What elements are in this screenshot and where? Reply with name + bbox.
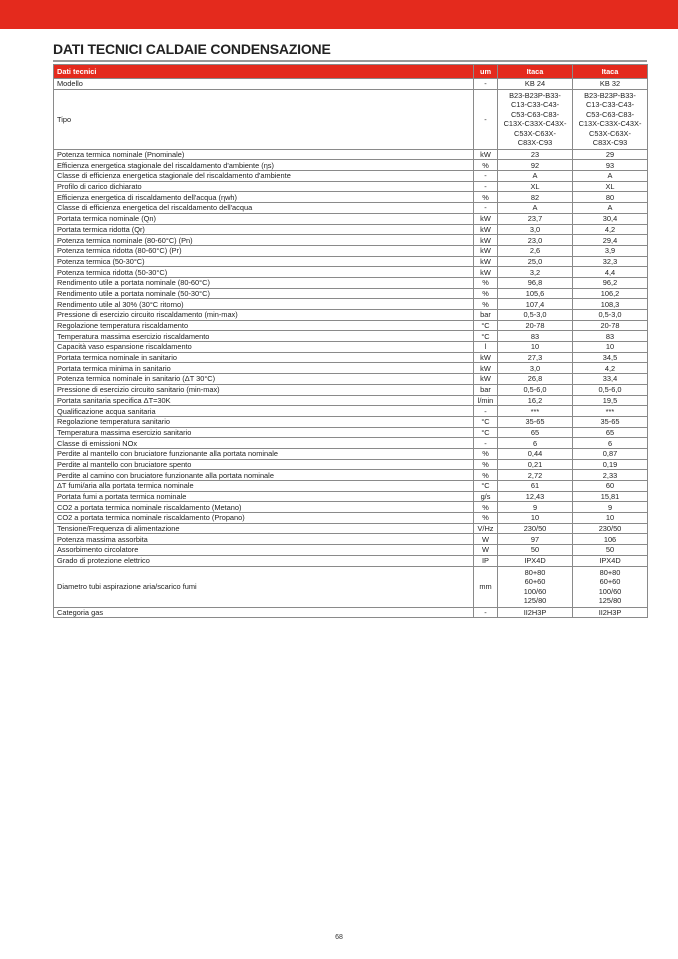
- row-label: Assorbimento circolatore: [54, 545, 474, 556]
- page-title: DATI TECNICI CALDAIE CONDENSAZIONE: [53, 41, 331, 57]
- value-line: B23-B23P-B33-: [509, 90, 561, 100]
- table-row: [54, 213, 648, 224]
- row-unit: kW: [474, 256, 498, 267]
- row-value-kb24: 9: [498, 502, 573, 513]
- value-line: 60+60: [524, 577, 546, 586]
- row-value-kb24: A: [498, 171, 573, 182]
- row-value-kb32: 2,33: [573, 470, 648, 481]
- table-row: [54, 491, 648, 502]
- value-line: 60+60: [599, 577, 621, 586]
- row-value-kb24: 35-65: [498, 416, 573, 427]
- row-label: Potenza termica (50-30°C): [54, 256, 474, 267]
- table-row: [54, 256, 648, 267]
- row-value-kb24: 10: [498, 342, 573, 353]
- row-value-kb24: 3,0: [498, 363, 573, 374]
- row-value-kb24: 92: [498, 160, 573, 171]
- table-row: [54, 395, 648, 406]
- row-value-kb24: 65: [498, 427, 573, 438]
- row-unit: kW: [474, 374, 498, 385]
- row-value-kb32: 9: [573, 502, 648, 513]
- table-row: [54, 427, 648, 438]
- row-label: Perdite al mantello con bruciatore spento: [54, 459, 474, 470]
- row-value-kb32: 0,5-3,0: [573, 310, 648, 321]
- row-unit: -: [474, 181, 498, 192]
- row-value-kb24: ***: [498, 406, 573, 417]
- value-line: C83X-C93: [592, 138, 628, 148]
- row-value-kb24: [498, 89, 573, 149]
- row-value-kb24: 6: [498, 438, 573, 449]
- table-row: [54, 502, 648, 513]
- row-value-kb32: 35-65: [573, 416, 648, 427]
- row-label: Profilo di carico dichiarato: [54, 181, 474, 192]
- row-label: Pressione di esercizio circuito riscaldamento (min-max): [54, 310, 474, 321]
- table-row: [54, 235, 648, 246]
- value-line: C13X-C33X-C43X-: [578, 119, 642, 129]
- row-unit: mm: [474, 566, 498, 607]
- row-unit: -: [474, 79, 498, 90]
- row-unit: IP: [474, 555, 498, 566]
- row-value-kb32: KB 32: [573, 79, 648, 90]
- row-unit: bar: [474, 384, 498, 395]
- table-row: [54, 79, 648, 90]
- table-row: [54, 192, 648, 203]
- row-value-kb24: 2,6: [498, 245, 573, 256]
- value-line: C83X-C93: [517, 138, 553, 148]
- row-unit: %: [474, 192, 498, 203]
- row-unit: %: [474, 160, 498, 171]
- row-value-kb24: 16,2: [498, 395, 573, 406]
- table-row: [54, 481, 648, 492]
- row-value-kb24: 0,21: [498, 459, 573, 470]
- row-label: Classe di emissioni NOx: [54, 438, 474, 449]
- row-label: Portata termica nominale (Qn): [54, 213, 474, 224]
- row-label: Efficienza energetica di riscaldamento dell'acqua (ηwh): [54, 192, 474, 203]
- row-label: Modello: [54, 79, 474, 90]
- row-value-kb24: 20-78: [498, 320, 573, 331]
- row-label: Diametro tubi aspirazione aria/scarico fumi: [54, 566, 474, 607]
- header-unit: um: [474, 65, 498, 79]
- row-label: Temperatura massima esercizio riscaldamento: [54, 331, 474, 342]
- table-row: [54, 384, 648, 395]
- table-row: [54, 299, 648, 310]
- row-label: Potenza massima assorbita: [54, 534, 474, 545]
- row-value-kb32: 0,19: [573, 459, 648, 470]
- row-label: ΔT fumi/aria alla portata termica nominale: [54, 481, 474, 492]
- row-unit: g/s: [474, 491, 498, 502]
- row-value-kb24: 3,0: [498, 224, 573, 235]
- row-value-kb32: ***: [573, 406, 648, 417]
- row-label: Regolazione temperatura riscaldamento: [54, 320, 474, 331]
- row-value-kb24: 2,72: [498, 470, 573, 481]
- row-label: CO2 a portata termica nominale riscaldamento (Metano): [54, 502, 474, 513]
- row-unit: °C: [474, 416, 498, 427]
- row-unit: W: [474, 534, 498, 545]
- row-unit: °C: [474, 320, 498, 331]
- row-value-kb24: XL: [498, 181, 573, 192]
- table-row: [54, 245, 648, 256]
- row-unit: kW: [474, 245, 498, 256]
- table-row: [54, 566, 648, 607]
- header-model-2: Itaca: [573, 65, 648, 79]
- row-unit: %: [474, 288, 498, 299]
- table-row: [54, 181, 648, 192]
- row-value-kb32: 29,4: [573, 235, 648, 246]
- row-unit: kW: [474, 213, 498, 224]
- row-unit: %: [474, 470, 498, 481]
- row-unit: °C: [474, 331, 498, 342]
- row-label: Perdite al camino con bruciatore funzionante alla portata nominale: [54, 470, 474, 481]
- row-unit: -: [474, 89, 498, 149]
- table-row: [54, 89, 648, 149]
- row-label: Portata fumi a portata termica nominale: [54, 491, 474, 502]
- row-value-kb32: 83: [573, 331, 648, 342]
- row-unit: %: [474, 448, 498, 459]
- row-value-kb24: 61: [498, 481, 573, 492]
- row-value-kb32: 20-78: [573, 320, 648, 331]
- row-value-kb24: IPX4D: [498, 555, 573, 566]
- row-value-kb24: A: [498, 203, 573, 214]
- table-row: [54, 534, 648, 545]
- row-unit: -: [474, 438, 498, 449]
- technical-data-table: [53, 64, 648, 618]
- top-accent-band: [0, 0, 678, 29]
- row-unit: -: [474, 171, 498, 182]
- row-value-kb32: 65: [573, 427, 648, 438]
- row-label: Pressione di esercizio circuito sanitario (min-max): [54, 384, 474, 395]
- value-line: C53X-C63X-: [589, 128, 631, 138]
- table-row: [54, 342, 648, 353]
- value-line: B23-B23P-B33-: [584, 90, 636, 100]
- value-line: C53-C63-C83-: [510, 109, 560, 119]
- table-row: [54, 331, 648, 342]
- table-row: [54, 171, 648, 182]
- value-line: 125/80: [598, 596, 622, 605]
- table-row: [54, 523, 648, 534]
- row-unit: kW: [474, 149, 498, 160]
- value-line: 125/80: [523, 596, 547, 605]
- row-value-kb32: 19,5: [573, 395, 648, 406]
- row-label: Regolazione temperatura sanitario: [54, 416, 474, 427]
- row-value-kb32: 0,87: [573, 448, 648, 459]
- row-value-kb24: 10: [498, 513, 573, 524]
- row-value-kb24: 97: [498, 534, 573, 545]
- row-label: Classe di efficienza energetica stagionale del riscaldamento d'ambiente: [54, 171, 474, 182]
- row-unit: kW: [474, 267, 498, 278]
- row-value-kb24: 83: [498, 331, 573, 342]
- value-line: 80+80: [524, 567, 546, 577]
- row-value-kb32: 106: [573, 534, 648, 545]
- row-unit: l/min: [474, 395, 498, 406]
- table-row: [54, 438, 648, 449]
- table-row: [54, 160, 648, 171]
- row-value-kb24: II2H3P: [498, 607, 573, 618]
- row-value-kb32: 32,3: [573, 256, 648, 267]
- table-row: [54, 320, 648, 331]
- row-label: Potenza termica nominale in sanitario (ΔT 30°C): [54, 374, 474, 385]
- row-value-kb24: 26,8: [498, 374, 573, 385]
- row-value-kb24: 25,0: [498, 256, 573, 267]
- row-unit: %: [474, 459, 498, 470]
- row-value-kb24: 0,44: [498, 448, 573, 459]
- table-row: [54, 545, 648, 556]
- row-value-kb32: 15,81: [573, 491, 648, 502]
- row-label: Perdite al mantello con bruciatore funzionante alla portata nominale: [54, 448, 474, 459]
- row-value-kb24: 23,7: [498, 213, 573, 224]
- value-line: 100/60: [523, 586, 547, 596]
- row-value-kb24: [498, 566, 573, 607]
- row-label: Rendimento utile a portata nominale (50-30°C): [54, 288, 474, 299]
- table-row: [54, 513, 648, 524]
- row-unit: %: [474, 277, 498, 288]
- row-value-kb32: XL: [573, 181, 648, 192]
- row-label: Potenza termica nominale (80-60°C) (Pn): [54, 235, 474, 246]
- row-label: Portata termica minima in sanitario: [54, 363, 474, 374]
- row-value-kb24: 82: [498, 192, 573, 203]
- value-line: C53X-C63X-: [514, 128, 556, 138]
- row-label: Rendimento utile a portata nominale (80-60°C): [54, 277, 474, 288]
- row-label: Portata termica ridotta (Qr): [54, 224, 474, 235]
- row-value-kb32: 4,2: [573, 224, 648, 235]
- row-label: Temperatura massima esercizio sanitario: [54, 427, 474, 438]
- row-unit: kW: [474, 352, 498, 363]
- table-row: [54, 352, 648, 363]
- row-value-kb24: 3,2: [498, 267, 573, 278]
- row-value-kb32: IPX4D: [573, 555, 648, 566]
- row-value-kb24: 50: [498, 545, 573, 556]
- row-unit: -: [474, 607, 498, 618]
- row-unit: -: [474, 406, 498, 417]
- row-label: Classe di efficienza energetica del riscaldamento dell'acqua: [54, 203, 474, 214]
- value-line: 100/60: [598, 586, 622, 596]
- value-line: C53-C63-C83-: [585, 109, 635, 119]
- table-row: [54, 288, 648, 299]
- row-value-kb32: 6: [573, 438, 648, 449]
- row-unit: W: [474, 545, 498, 556]
- row-unit: V/Hz: [474, 523, 498, 534]
- table-row: [54, 363, 648, 374]
- row-label: Portata termica nominale in sanitario: [54, 352, 474, 363]
- value-line: C13-C33-C43-: [510, 100, 560, 110]
- row-value-kb24: 107,4: [498, 299, 573, 310]
- row-label: Potenza termica nominale (Pnominale): [54, 149, 474, 160]
- row-value-kb32: A: [573, 203, 648, 214]
- row-value-kb32: 3,9: [573, 245, 648, 256]
- table-row: [54, 555, 648, 566]
- header-technical-data: Dati tecnici: [54, 65, 474, 79]
- row-value-kb32: 106,2: [573, 288, 648, 299]
- table-row: [54, 448, 648, 459]
- table-row: [54, 374, 648, 385]
- row-value-kb24: 96,8: [498, 277, 573, 288]
- row-unit: l: [474, 342, 498, 353]
- table-row: [54, 607, 648, 618]
- row-unit: -: [474, 203, 498, 214]
- row-unit: kW: [474, 224, 498, 235]
- row-value-kb24: 0,5-3,0: [498, 310, 573, 321]
- row-value-kb32: 80: [573, 192, 648, 203]
- row-value-kb32: 50: [573, 545, 648, 556]
- table-row: [54, 149, 648, 160]
- row-value-kb32: 34,5: [573, 352, 648, 363]
- table-row: [54, 224, 648, 235]
- row-unit: %: [474, 502, 498, 513]
- row-unit: bar: [474, 310, 498, 321]
- row-label: Grado di protezione elettrico: [54, 555, 474, 566]
- row-value-kb32: A: [573, 171, 648, 182]
- title-divider: [53, 60, 647, 62]
- row-unit: kW: [474, 235, 498, 246]
- header-model-1: Itaca: [498, 65, 573, 79]
- row-value-kb32: II2H3P: [573, 607, 648, 618]
- row-value-kb32: 0,5-6,0: [573, 384, 648, 395]
- row-value-kb24: 0,5-6,0: [498, 384, 573, 395]
- row-value-kb32: 96,2: [573, 277, 648, 288]
- row-unit: kW: [474, 363, 498, 374]
- row-value-kb24: 105,6: [498, 288, 573, 299]
- row-value-kb24: KB 24: [498, 79, 573, 90]
- row-label: Capacità vaso espansione riscaldamento: [54, 342, 474, 353]
- table-row: [54, 310, 648, 321]
- row-unit: °C: [474, 427, 498, 438]
- row-label: Categoria gas: [54, 607, 474, 618]
- row-label: CO2 a portata termica nominale riscaldamento (Propano): [54, 513, 474, 524]
- row-value-kb32: [573, 89, 648, 149]
- row-label: Portata sanitaria specifica ΔT=30K: [54, 395, 474, 406]
- table-row: [54, 267, 648, 278]
- row-value-kb32: 29: [573, 149, 648, 160]
- row-value-kb32: 10: [573, 513, 648, 524]
- row-unit: %: [474, 513, 498, 524]
- row-value-kb32: 108,3: [573, 299, 648, 310]
- table-header-row: [54, 65, 648, 79]
- row-label: Qualificazione acqua sanitaria: [54, 406, 474, 417]
- value-line: 80+80: [599, 567, 621, 577]
- row-unit: %: [474, 299, 498, 310]
- table-row: [54, 203, 648, 214]
- table-row: [54, 416, 648, 427]
- table-row: [54, 459, 648, 470]
- table-row: [54, 406, 648, 417]
- row-unit: °C: [474, 481, 498, 492]
- row-value-kb32: 4,2: [573, 363, 648, 374]
- row-value-kb32: 33,4: [573, 374, 648, 385]
- value-line: C13-C33-C43-: [585, 100, 635, 110]
- value-line: C13X-C33X-C43X-: [503, 119, 567, 129]
- row-value-kb24: 230/50: [498, 523, 573, 534]
- row-value-kb32: 93: [573, 160, 648, 171]
- page-number: 68: [335, 934, 343, 941]
- row-value-kb32: 230/50: [573, 523, 648, 534]
- row-label: Tipo: [54, 89, 474, 149]
- row-value-kb32: [573, 566, 648, 607]
- row-value-kb32: 4,4: [573, 267, 648, 278]
- row-value-kb24: 23: [498, 149, 573, 160]
- row-value-kb24: 12,43: [498, 491, 573, 502]
- row-value-kb32: 60: [573, 481, 648, 492]
- table-row: [54, 277, 648, 288]
- row-label: Rendimento utile al 30% (30°C ritorno): [54, 299, 474, 310]
- row-label: Potenza termica ridotta (80-60°C) (Pr): [54, 245, 474, 256]
- row-value-kb32: 30,4: [573, 213, 648, 224]
- row-label: Efficienza energetica stagionale del riscaldamento d'ambiente (ηs): [54, 160, 474, 171]
- row-label: Tensione/Frequenza di alimentazione: [54, 523, 474, 534]
- row-value-kb32: 10: [573, 342, 648, 353]
- row-value-kb24: 27,3: [498, 352, 573, 363]
- row-value-kb24: 23,0: [498, 235, 573, 246]
- row-label: Potenza termica ridotta (50-30°C): [54, 267, 474, 278]
- table-row: [54, 470, 648, 481]
